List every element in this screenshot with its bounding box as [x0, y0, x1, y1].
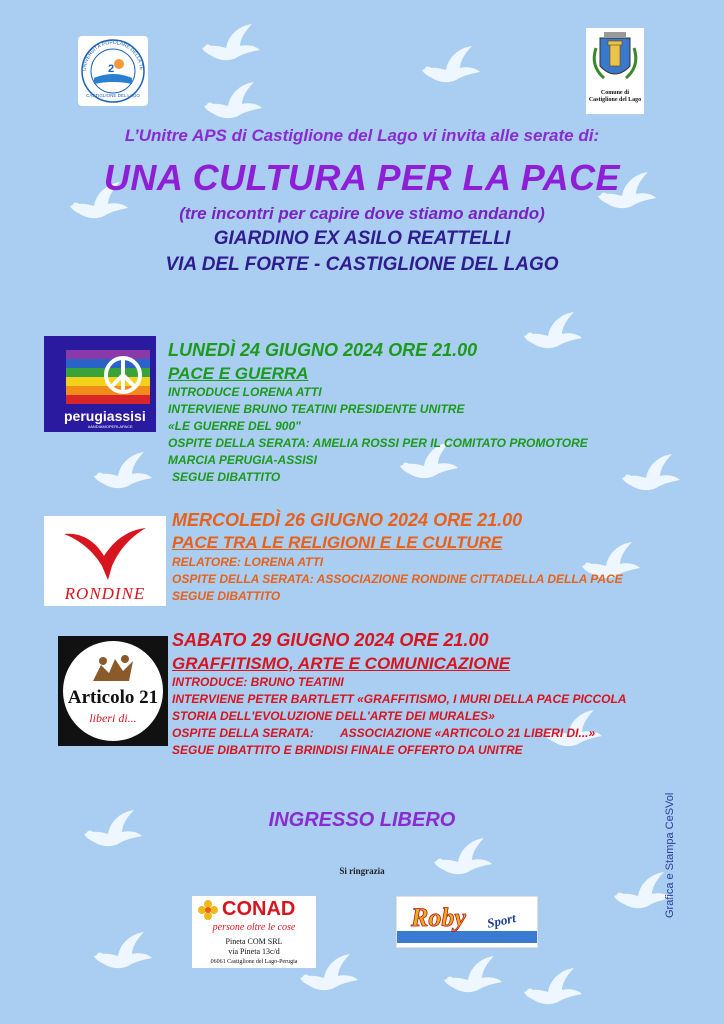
event-2-name: PACE TRA LE RELIGIONI E LE CULTURE: [172, 533, 503, 552]
event-1-line: SEGUE DIBATTITO: [172, 470, 281, 484]
conad-logo: [192, 896, 316, 968]
conad-text: CONAD: [222, 898, 296, 920]
figures-icon: [87, 651, 139, 685]
roby-sport-logo: [396, 896, 538, 948]
event-3-line: STORIA DELL'EVOLUZIONE DELL'ARTE DEI MURALES»: [172, 709, 495, 723]
comune-name: Comune di Castiglione del Lago: [588, 90, 642, 103]
event-3-line: OSPITE DELLA SERATA: ASSOCIAZIONE «ARTICOLO 21 LIBERI DI...»: [172, 726, 596, 740]
conad-address: Pineta COM SRL via Pineta 13c/d 06061 Castiglione del Lago-Perugia: [210, 937, 298, 965]
sport-text: Sport: [485, 910, 518, 931]
conad-slogan: persone oltre le cose: [212, 922, 296, 933]
comune-logo: [586, 28, 644, 114]
event-2-details: [172, 554, 623, 605]
flower-icon: [198, 900, 218, 920]
event-1-line: «LE GUERRE DEL 900": [168, 419, 301, 433]
dove-icon: [418, 44, 482, 84]
venue-line-1: GIARDINO EX ASILO REATTELLI: [213, 228, 511, 249]
peace-icon: [102, 354, 144, 396]
page-title: UNA CULTURA PER LA PACE: [103, 157, 621, 198]
dove-icon: [618, 452, 682, 492]
event-1-date: LUNEDÌ 24 GIUGNO 2024 ORE 21.00: [168, 340, 478, 360]
event-2-line: RELATORE: LORENA ATTI: [172, 555, 324, 569]
event-1-line: INTRODUCE LORENA ATTI: [168, 385, 322, 399]
print-credit: Grafica e Stampa CeSVol: [664, 792, 676, 918]
articolo21-text: Articolo 21: [67, 687, 159, 708]
event-3-date: SABATO 29 GIUGNO 2024 ORE 21.00: [172, 630, 489, 650]
invite-text: L’Unitre APS di Castiglione del Lago vi invita alle serate di:: [124, 126, 600, 145]
event-1-line: OSPITE DELLA SERATA: AMELIA ROSSI PER IL COMITATO PROMOTORE: [168, 436, 588, 450]
event-1-line: MARCIA PERUGIA-ASSISI: [168, 453, 317, 467]
event-1-details: [168, 384, 588, 486]
swallow-icon: [62, 526, 148, 582]
dove-icon: [520, 966, 584, 1006]
free-entry-text: INGRESSO LIBERO: [268, 809, 456, 831]
thanks-text: Si ringrazia: [339, 866, 385, 876]
dove-icon: [200, 80, 264, 120]
svg-text:2: 2: [108, 63, 115, 75]
unitre-logo: [78, 36, 148, 106]
event-2-line: OSPITE DELLA SERATA: ASSOCIAZIONE RONDINE CITTADELLA DELLA PACE: [172, 572, 623, 586]
dove-icon: [440, 954, 504, 994]
articolo21-sub: liberi di...: [89, 711, 137, 725]
event-2-line: SEGUE DIBATTITO: [172, 589, 281, 603]
perugiassisi-logo: [44, 336, 156, 432]
dove-icon: [90, 450, 154, 490]
roby-text: Roby: [411, 903, 466, 932]
unitre-ring-text: UNIVERSITÀ POPOLARE DELLA TE: [81, 39, 145, 72]
page-subtitle: (tre incontri per capire dove stiamo andando): [179, 204, 545, 223]
rondine-logo: [44, 516, 166, 606]
event-1-name: PACE E GUERRA: [168, 364, 309, 383]
dove-icon: [520, 310, 584, 350]
venue-line-2: VIA DEL FORTE - CASTIGLIONE DEL LAGO: [165, 254, 559, 275]
event-3-details: [172, 674, 626, 759]
dove-icon: [198, 22, 262, 62]
rondine-text: RONDINE: [64, 584, 146, 603]
articolo21-logo: [58, 636, 168, 746]
perugiassisi-text: perugiassisi: [64, 408, 146, 424]
event-3-name: GRAFFITISMO, ARTE E COMUNICAZIONE: [172, 654, 511, 673]
unitre-bottom-text: CASTIGLIONE DEL LAGO: [86, 93, 140, 98]
event-3-line: INTRODUCE: BRUNO TEATINI: [172, 675, 344, 689]
event-2-date: MERCOLEDÌ 26 GIUGNO 2024 ORE 21.00: [172, 510, 523, 530]
event-3-line: INTERVIENE PETER BARTLETT «GRAFFITISMO, I MURI DELLA PACE PICCOLA: [172, 692, 627, 706]
dove-icon: [90, 930, 154, 970]
event-3-line: SEGUE DIBATTITO E BRINDISI FINALE OFFERTO DA UNITRE: [172, 743, 523, 757]
perugiassisi-tag: #ANDIAMOPERLAPACE: [88, 424, 133, 429]
event-1-line: INTERVIENE BRUNO TEATINI PRESIDENTE UNITRE: [168, 402, 465, 416]
